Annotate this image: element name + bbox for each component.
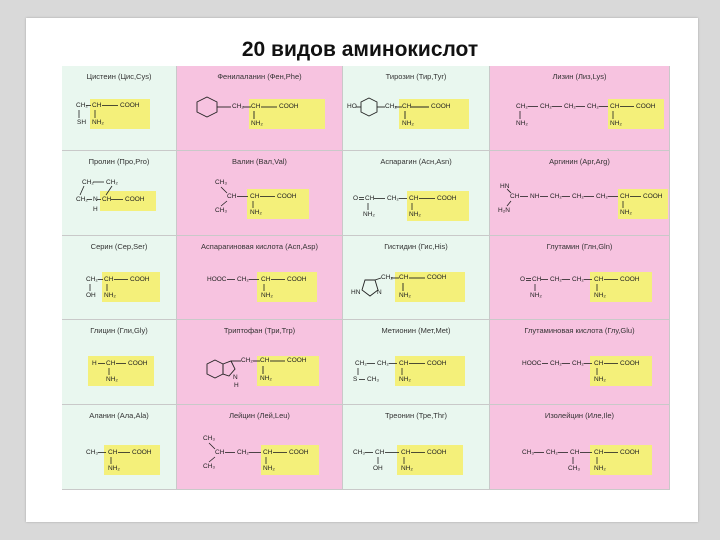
formula-fragment: CH₂ bbox=[587, 103, 599, 110]
cell-asparagine bbox=[343, 151, 490, 236]
bonds bbox=[490, 66, 670, 151]
formula-fragment: CH₂ bbox=[546, 449, 558, 457]
formula-fragment: COOH bbox=[279, 103, 299, 110]
formula-fragment: CH bbox=[106, 360, 116, 368]
amino-acid-name: Лизин (Лиз,Lys) bbox=[552, 72, 607, 81]
cell-threonine bbox=[343, 405, 490, 490]
formula-fragment: COOH bbox=[431, 103, 451, 110]
formula-fragment: COOH bbox=[427, 449, 447, 457]
cell-glutamine bbox=[490, 236, 670, 321]
formula-fragment: NH₂ bbox=[610, 120, 622, 127]
bonds bbox=[62, 405, 177, 490]
formula-fragment: NH₂ bbox=[516, 120, 528, 127]
formula-fragment: CH bbox=[409, 194, 419, 202]
formula-fragment: CH bbox=[375, 449, 385, 457]
formula-fragment: CH bbox=[227, 192, 237, 200]
cell-glutamic-acid bbox=[490, 320, 670, 405]
bonds bbox=[62, 66, 177, 151]
formula-fragment: CH₂ bbox=[596, 192, 608, 200]
cell-histidine bbox=[343, 236, 490, 321]
amino-acid-name: Треонин (Тре,Thr) bbox=[384, 411, 448, 421]
formula-fragment: O bbox=[520, 275, 526, 283]
imidazole-ring-icon bbox=[343, 236, 490, 321]
formula-fragment: CH₂ bbox=[550, 360, 562, 368]
formula-fragment: OH bbox=[86, 291, 96, 299]
formula-fragment: COOH bbox=[287, 275, 307, 283]
formula-fragment: CH₂ bbox=[232, 103, 244, 110]
formula-fragment: CH bbox=[570, 449, 580, 457]
formula-fragment: CH₂ bbox=[82, 178, 94, 186]
formula-fragment: CH bbox=[104, 275, 114, 283]
formula-fragment: CH bbox=[620, 192, 630, 200]
formula-fragment: NH₂ bbox=[104, 291, 116, 299]
formula-fragment: CH₂ bbox=[572, 275, 584, 283]
formula-fragment: H bbox=[92, 360, 97, 368]
formula-fragment: COOH bbox=[427, 273, 447, 281]
formula-fragment: CH₂ bbox=[86, 275, 98, 283]
formula-fragment: CH₂ bbox=[237, 449, 249, 457]
bonds bbox=[490, 405, 670, 490]
formula-fragment: CH bbox=[260, 357, 270, 365]
formula-fragment: CH bbox=[399, 273, 409, 281]
formula-fragment: NH₂ bbox=[108, 465, 120, 473]
amino-acid-table bbox=[62, 66, 670, 490]
formula-fragment: NH₂ bbox=[401, 465, 413, 473]
formula-fragment: CH₃ bbox=[353, 449, 366, 457]
cell-methionine bbox=[343, 320, 490, 405]
formula-fragment: COOH bbox=[427, 360, 447, 368]
formula-fragment: CH₂ bbox=[550, 192, 562, 200]
formula-fragment: CH₂ bbox=[564, 103, 576, 110]
formula-fragment: CH bbox=[401, 449, 411, 457]
formula-fragment: NH₂ bbox=[106, 376, 118, 384]
formula-fragment: H bbox=[234, 382, 239, 390]
amino-acid-name: Аспарагиновая кислота (Асп,Asp) bbox=[201, 241, 318, 251]
amino-acid-name: Триптофан (Три,Trp) bbox=[223, 326, 296, 336]
formula-fragment: CH₂ bbox=[572, 192, 584, 200]
amino-acid-name: Аспарагин (Асн,Asn) bbox=[380, 156, 452, 166]
formula-fragment: NH₂ bbox=[263, 465, 275, 473]
formula-fragment: CH₃ bbox=[86, 449, 99, 457]
formula-fragment: CH₂ bbox=[572, 360, 584, 368]
formula-fragment: SH bbox=[77, 119, 87, 126]
formula-fragment: CH bbox=[215, 449, 225, 457]
formula-fragment: COOH bbox=[636, 103, 656, 110]
formula-fragment: CH₂ bbox=[76, 195, 88, 203]
amino-acid-name: Аргинин (Apr,Arg) bbox=[549, 156, 610, 166]
formula-fragment: NH₂ bbox=[530, 291, 542, 299]
slide-title: 20 видов аминокислот bbox=[241, 38, 479, 61]
formula-fragment: NH₂ bbox=[620, 208, 632, 216]
formula-fragment: CH bbox=[594, 360, 604, 368]
cell-arginine bbox=[490, 151, 670, 236]
cell-isoleucine bbox=[490, 405, 670, 490]
formula-fragment: NH₂ bbox=[250, 208, 262, 216]
formula-fragment: CH₂ bbox=[540, 103, 552, 110]
formula-fragment: S bbox=[353, 376, 358, 384]
formula-fragment: COOH bbox=[120, 102, 140, 109]
formula-fragment: NH₂ bbox=[399, 291, 411, 299]
amino-acid-name: Изолейцин (Иле,Ile) bbox=[544, 411, 615, 421]
formula-fragment: CH₂ bbox=[76, 102, 88, 109]
formula-fragment: CH₂ bbox=[106, 178, 118, 186]
formula-fragment: COOH bbox=[287, 357, 307, 365]
cell-lysine bbox=[490, 66, 670, 151]
formula-fragment: CH₃ bbox=[522, 449, 535, 457]
formula-fragment: N bbox=[377, 288, 382, 296]
formula-fragment: NH₂ bbox=[594, 376, 606, 384]
formula-fragment: CH₃ bbox=[203, 435, 216, 443]
cell-alanine bbox=[62, 405, 177, 490]
formula-fragment: HO bbox=[347, 103, 357, 110]
formula-fragment: CH bbox=[402, 103, 412, 110]
amino-acid-name: Метионин (Мет,Met) bbox=[381, 326, 451, 336]
bonds bbox=[343, 151, 490, 236]
formula-fragment: CH₂ bbox=[355, 360, 367, 368]
formula-fragment: CH bbox=[399, 360, 409, 368]
cell-phenylalanine bbox=[177, 66, 343, 151]
formula-fragment: OH bbox=[373, 465, 383, 473]
formula-fragment: HOOC bbox=[522, 360, 542, 368]
formula-fragment: CH bbox=[510, 192, 520, 200]
formula-fragment: CH₃ bbox=[203, 463, 216, 471]
formula-fragment: CH₂ bbox=[387, 194, 399, 202]
formula-fragment: CH bbox=[261, 275, 271, 283]
formula-fragment: NH₂ bbox=[260, 375, 272, 383]
formula-fragment: COOH bbox=[277, 192, 297, 200]
formula-fragment: COOH bbox=[132, 449, 152, 457]
formula-fragment: CH₃ bbox=[367, 376, 380, 384]
formula-fragment: CH bbox=[250, 192, 260, 200]
amino-acid-name: Глицин (Гли,Gly) bbox=[90, 326, 148, 336]
formula-fragment: CH₂ bbox=[377, 360, 389, 368]
formula-fragment: COOH bbox=[130, 275, 150, 283]
phenol-ring-icon bbox=[343, 66, 490, 151]
formula-fragment: CH₃ bbox=[568, 465, 581, 473]
formula-fragment: CH₂ bbox=[241, 357, 253, 365]
formula-fragment: CH bbox=[532, 275, 542, 283]
formula-fragment: CH bbox=[251, 103, 261, 110]
formula-fragment: O bbox=[353, 194, 359, 202]
formula-fragment: CH bbox=[108, 449, 118, 457]
formula-fragment: COOH bbox=[437, 194, 457, 202]
formula-fragment: NH₂ bbox=[251, 120, 263, 127]
cell-aspartic-acid bbox=[177, 236, 343, 321]
bonds bbox=[343, 405, 490, 490]
formula-fragment: H₂N bbox=[498, 206, 510, 214]
formula-fragment: CH₂ bbox=[550, 275, 562, 283]
formula-fragment: NH₂ bbox=[399, 376, 411, 384]
bonds bbox=[177, 405, 343, 490]
bonds bbox=[62, 236, 177, 321]
formula-fragment: N bbox=[233, 374, 238, 382]
amino-acid-name: Валин (Вал,Val) bbox=[232, 156, 287, 166]
formula-fragment: CH bbox=[263, 449, 273, 457]
cell-tyrosine bbox=[343, 66, 490, 151]
amino-acid-name: Фенилаланин (Фен,Phe) bbox=[217, 72, 302, 81]
formula-fragment: CH bbox=[610, 103, 620, 110]
formula-fragment: NH₂ bbox=[92, 119, 104, 126]
formula-fragment: COOH bbox=[128, 360, 148, 368]
bonds bbox=[62, 320, 177, 405]
formula-fragment: COOH bbox=[620, 275, 640, 283]
formula-fragment: CH₃ bbox=[215, 206, 228, 214]
bonds bbox=[490, 236, 670, 321]
bonds bbox=[490, 320, 670, 405]
formula-fragment: H bbox=[93, 205, 98, 213]
formula-fragment: CH₂ bbox=[516, 103, 528, 110]
formula-fragment: COOH bbox=[125, 195, 145, 203]
cell-valine bbox=[177, 151, 343, 236]
bonds bbox=[62, 151, 177, 236]
formula-fragment: CH₂ bbox=[385, 103, 397, 110]
formula-fragment: CH bbox=[594, 449, 604, 457]
formula-fragment: NH₂ bbox=[594, 465, 606, 473]
formula-fragment: COOH bbox=[643, 192, 663, 200]
formula-fragment: NH₂ bbox=[402, 120, 414, 127]
amino-acid-name: Цистеин (Цис,Cys) bbox=[86, 72, 152, 81]
formula-fragment: CH bbox=[594, 275, 604, 283]
formula-fragment: COOH bbox=[289, 449, 309, 457]
formula-fragment: HOOC bbox=[207, 275, 227, 283]
amino-acid-name: Гистидин (Гис,His) bbox=[384, 241, 448, 251]
formula-fragment: CH bbox=[92, 102, 102, 109]
cell-tryptophan bbox=[177, 320, 343, 405]
cell-serine bbox=[62, 236, 177, 321]
cell-cysteine bbox=[62, 66, 177, 151]
bonds bbox=[177, 151, 343, 236]
formula-fragment: HN bbox=[500, 182, 510, 190]
amino-acid-name: Аланин (Ала,Ala) bbox=[89, 411, 149, 421]
amino-acid-name: Лейцин (Лей,Leu) bbox=[229, 411, 290, 421]
formula-fragment: N bbox=[93, 195, 98, 203]
cell-proline bbox=[62, 151, 177, 236]
cell-glycine bbox=[62, 320, 177, 405]
amino-acid-name: Глутамин (Глн,Gln) bbox=[546, 241, 613, 251]
formula-fragment: CH₂ bbox=[237, 275, 249, 283]
formula-fragment: NH₂ bbox=[261, 291, 273, 299]
amino-acid-name: Серин (Сер,Ser) bbox=[90, 241, 148, 251]
amino-acid-name: Глутаминовая кислота (Глу,Glu) bbox=[524, 326, 635, 336]
formula-fragment: CH₂ bbox=[381, 273, 393, 281]
bonds bbox=[343, 320, 490, 405]
formula-fragment: NH bbox=[530, 192, 540, 200]
formula-fragment: COOH bbox=[620, 360, 640, 368]
formula-fragment: COOH bbox=[620, 449, 640, 457]
bonds bbox=[177, 236, 343, 321]
formula-fragment: CH₃ bbox=[215, 178, 228, 186]
formula-fragment: NH₂ bbox=[363, 210, 375, 218]
formula-fragment: CH bbox=[102, 195, 112, 203]
cell-leucine bbox=[177, 405, 343, 490]
amino-acid-name: Тирозин (Тир,Tyr) bbox=[385, 72, 447, 81]
formula-fragment: HN bbox=[351, 288, 361, 296]
formula-fragment: NH₂ bbox=[594, 291, 606, 299]
formula-fragment: CH bbox=[365, 194, 375, 202]
amino-acid-name: Пролин (Про,Pro) bbox=[88, 156, 150, 166]
formula-fragment: NH₂ bbox=[409, 210, 421, 218]
bonds bbox=[490, 151, 670, 236]
